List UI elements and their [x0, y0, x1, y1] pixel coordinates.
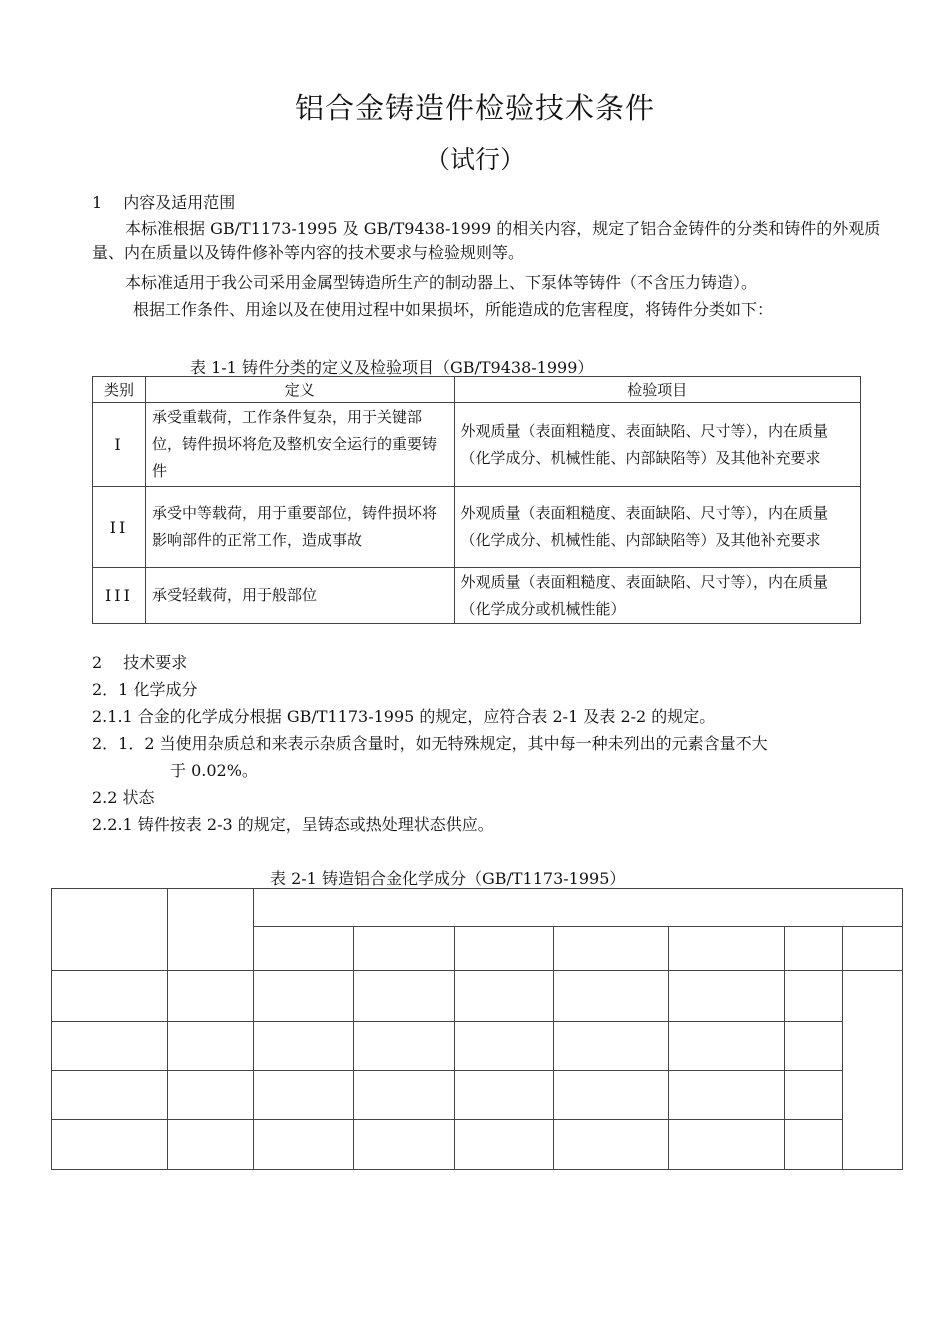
table-2-cell [554, 1120, 669, 1170]
table-2-cell [554, 1022, 669, 1071]
table-2-cell [843, 971, 903, 1170]
section-2-2-1-text: 2.2.1 铸件按表 2-3 的规定，呈铸态或热处理状态供应。 [92, 815, 494, 834]
table-2-cell [167, 1120, 253, 1170]
table-1-casting-classification [92, 376, 861, 624]
table-2-cell [52, 1120, 168, 1170]
section-1-paragraph-3: 根据工作条件、用途以及在使用过程中如果损坏，所能造成的危害程度，将铸件分类如下： [133, 300, 774, 319]
table-1-definition-cell: 承受中等载荷，用于重要部位，铸件损坏将影响部件的正常工作，造成事故 [145, 487, 454, 568]
table-1-header-inspection: 检验项目 [454, 377, 860, 403]
table-2-cell [669, 971, 785, 1022]
table-1-header-definition: 定义 [145, 377, 454, 403]
table-1-category-cell: II [93, 487, 146, 568]
table-2-cell [253, 889, 902, 927]
table-2-cell [454, 1071, 554, 1120]
table-row [93, 568, 861, 624]
table-1-definition-cell: 承受轻载荷，用于般部位 [145, 568, 454, 624]
table-2-cell [167, 889, 253, 971]
table-row [93, 487, 861, 568]
table-1-definition-cell: 承受重载荷，工作条件复杂，用于关键部位，铸件损坏将危及整机安全运行的重要铸件 [145, 403, 454, 487]
table-1-caption: 表 1-1 铸件分类的定义及检验项目（GB/T9438-1999） [190, 358, 594, 377]
table-2-cell [353, 971, 454, 1022]
table-2-cell [554, 927, 669, 971]
table-2-cell [785, 927, 843, 971]
table-row [93, 403, 861, 487]
table-1-category-cell: I [93, 403, 146, 487]
table-2-cell [785, 971, 843, 1022]
table-2-cell [52, 1022, 168, 1071]
table-2-cell [353, 1120, 454, 1170]
table-2-caption: 表 2-1 铸造铝合金化学成分（GB/T1173-1995） [270, 869, 626, 888]
table-row [52, 1022, 903, 1071]
table-1-header-category: 类别 [93, 377, 146, 403]
table-2-cell [454, 927, 554, 971]
section-2-1-2-text: 2．1．2 当使用杂质总和来表示杂质含量时，如无特殊规定，其中每一种未列出的元素含量不大 [92, 734, 768, 753]
section-2-1-1-text: 2.1.1 合金的化学成分根据 GB/T1173-1995 的规定，应符合表 2-1 及表 2-2 的规定。 [92, 707, 716, 726]
table-2-cell [253, 1022, 353, 1071]
table-1-category-cell: III [93, 568, 146, 624]
table-2-cell [52, 971, 168, 1022]
table-2-cell [353, 1022, 454, 1071]
table-2-cell [167, 1071, 253, 1120]
table-2-cell [353, 1071, 454, 1120]
table-row [52, 1071, 903, 1120]
table-2-cell [454, 1022, 554, 1071]
document-subtitle: （试行） [424, 145, 525, 174]
table-2-cell [785, 1120, 843, 1170]
table-2-cell [554, 971, 669, 1022]
table-2-cell [669, 1022, 785, 1071]
table-2-cell [454, 1120, 554, 1170]
table-2-cell [843, 927, 903, 971]
table-2-chemical-composition [51, 888, 903, 1170]
table-2-cell [52, 889, 168, 971]
section-2-1-heading: 2．1 化学成分 [92, 680, 198, 699]
section-2-2-heading: 2.2 状态 [92, 788, 155, 807]
section-2-heading: 2 技术要求 [92, 653, 188, 672]
table-2-cell [785, 1071, 843, 1120]
table-2-cell [167, 971, 253, 1022]
table-2-cell [253, 1071, 353, 1120]
table-1-inspection-cell: 外观质量（表面粗糙度、表面缺陷、尺寸等），内在质量（化学成分、机械性能、内部缺陷等）及其他补充要求 [454, 487, 860, 568]
table-2-cell [669, 1071, 785, 1120]
table-2-cell [454, 971, 554, 1022]
table-1-inspection-cell: 外观质量（表面粗糙度、表面缺陷、尺寸等），内在质量（化学成分、机械性能、内部缺陷等）及其他补充要求 [454, 403, 860, 487]
section-2-1-2-text-continued: 于 0.02%。 [170, 761, 258, 780]
section-1-paragraph-1: 本标准根据 GB/T1173-1995 及 GB/T9438-1999 的相关内容，规定了铝合金铸件的分类和铸件的外观质量、内在质量以及铸件修补等内容的技术要求与检验规则等。 [92, 219, 881, 262]
table-2-cell [253, 927, 353, 971]
table-row [52, 971, 903, 1022]
table-2-cell [253, 1120, 353, 1170]
table-2-cell [554, 1071, 669, 1120]
table-2-cell [669, 1120, 785, 1170]
table-1-inspection-cell: 外观质量（表面粗糙度、表面缺陷、尺寸等），内在质量（化学成分或机械性能） [454, 568, 860, 624]
section-1-heading: 1 内容及适用范围 [92, 193, 236, 212]
table-2-cell [669, 927, 785, 971]
table-2-cell [253, 971, 353, 1022]
table-2-cell [52, 1071, 168, 1120]
document-title: 铝合金铸造件检验技术条件 [294, 91, 655, 125]
table-2-cell [785, 1022, 843, 1071]
table-2-cell [353, 927, 454, 971]
table-row [52, 1120, 903, 1170]
section-1-paragraph-2: 本标准适用于我公司采用金属型铸造所生产的制动器上、下泵体等铸件（不含压力铸造）。 [125, 273, 758, 292]
table-2-cell [167, 1022, 253, 1071]
